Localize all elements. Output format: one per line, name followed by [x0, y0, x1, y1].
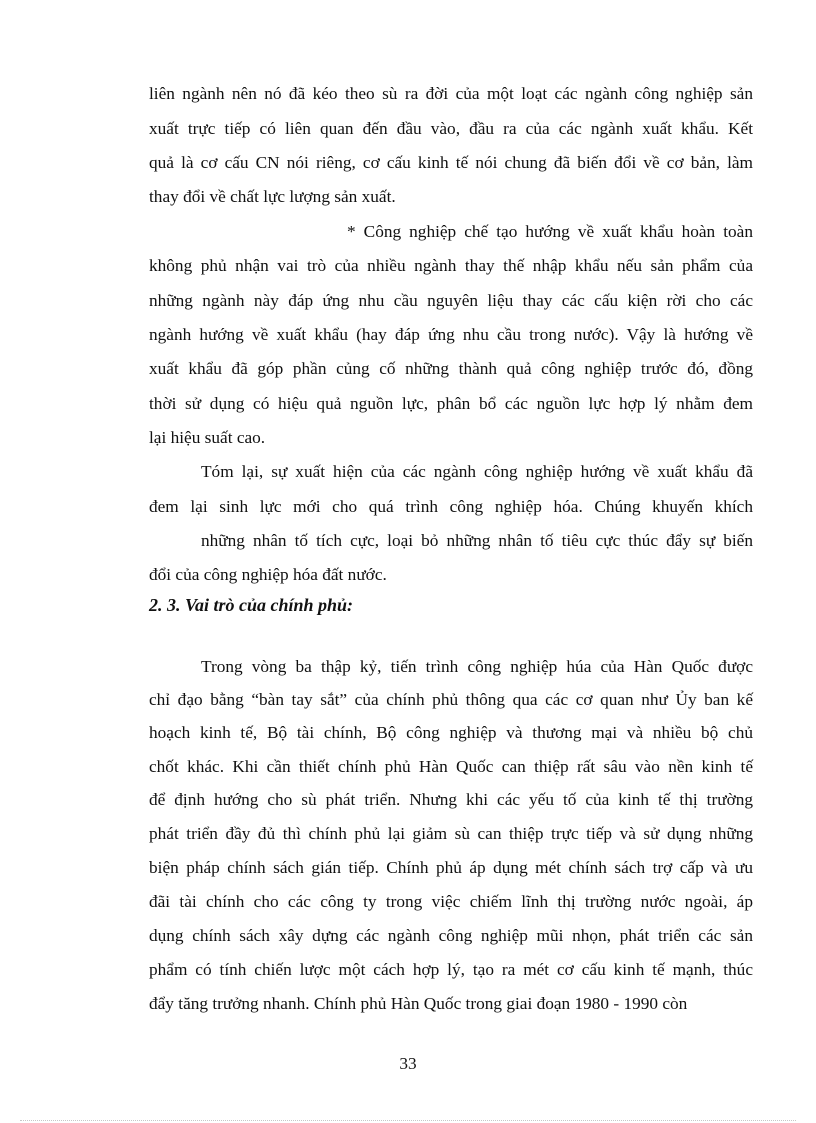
page-number: 33 — [399, 1054, 417, 1073]
paragraph-2-line-3: những ngành này đáp ứng nhu cầu nguyên liệu thay các cấu kiện rời cho các — [149, 291, 753, 310]
paragraph-4-line-7: biện pháp chính sách gián tiếp. Chính phủ áp dụng mét chính sách trợ cấp và ưu — [149, 858, 753, 877]
paragraph-2-line-5: xuất khẩu đã góp phần củng cố những thành quả công nghiệp trước đó, đồng — [149, 359, 753, 378]
paragraph-4-line-6: phát triển đầy đủ thì chính phủ lại giảm sù can thiệp trực tiếp và sử dụng những — [149, 824, 753, 843]
paragraph-2-line-2: không phủ nhận vai trò của nhiều ngành thay thế nhập khẩu nếu sản phẩm của — [149, 256, 753, 275]
paragraph-4-line-11: đẩy tăng trưởng nhanh. Chính phủ Hàn Quốc trong giai đoạn 1980 - 1990 còn — [149, 994, 688, 1013]
paragraph-2-line-7: lại hiệu suất cao. — [149, 428, 266, 447]
paragraph-3-line-3: những nhân tố tích cực, loại bỏ những nhân tố tiêu cực thúc đẩy sự biến — [201, 531, 753, 550]
paragraph-1-line-1: liên ngành nên nó đã kéo theo sù ra đời của một loạt các ngành công nghiệp sản — [149, 84, 753, 103]
paragraph-4-line-3: hoạch kinh tế, Bộ tài chính, Bộ công nghiệp và thương mại và nhiều bộ chủ — [149, 723, 753, 742]
paragraph-4-line-9: dụng chính sách xây dựng các ngành công nghiệp mũi nhọn, phát triển các sản — [149, 926, 753, 945]
paragraph-4-line-8: đãi tài chính cho các công ty trong việc chiếm lĩnh thị trường nước ngoài, áp — [149, 892, 753, 911]
paragraph-4-line-4: chốt khác. Khi cần thiết chính phủ Hàn Quốc can thiệp rất sâu vào nền kinh tế — [149, 757, 753, 776]
paragraph-4-line-2: chỉ đạo bằng “bàn tay sắt” của chính phủ thông qua các cơ quan như Ủy ban kế — [149, 690, 753, 709]
paragraph-2-line-6: thời sử dụng có hiệu quả nguồn lực, phân bổ các nguồn lực hợp lý nhằm đem — [149, 394, 753, 413]
paragraph-4-line-10: phẩm có tính chiến lược một cách hợp lý, tạo ra mét cơ cấu kinh tế mạnh, thúc — [149, 960, 753, 979]
paragraph-1-line-3: quả là cơ cấu CN nói riêng, cơ cấu kinh tế nói chung đã biến đổi về cơ bản, làm — [149, 153, 753, 172]
paragraph-2-line-4: ngành hướng về xuất khẩu (hay đáp ứng nhu cầu trong nước). Vậy là hướng về — [149, 325, 753, 344]
paragraph-1-line-2: xuất trực tiếp có liên quan đến đầu vào, đầu ra của các ngành xuất khẩu. Kết — [149, 119, 753, 138]
paragraph-3-line-4: đổi của công nghiệp hóa đất nước. — [149, 565, 387, 584]
section-heading: 2. 3. Vai trò của chính phủ: — [149, 595, 354, 615]
paragraph-2-line-1: * Công nghiệp chế tạo hướng về xuất khẩu hoàn toàn — [347, 222, 753, 241]
footer-divider — [20, 1120, 796, 1121]
paragraph-4-line-1: Trong vòng ba thập kỷ, tiến trình công nghiệp húa của Hàn Quốc được — [201, 657, 753, 676]
paragraph-4-line-5: để định hướng cho sù phát triển. Nhưng khi các yếu tố của kinh tế thị trường — [149, 790, 753, 809]
paragraph-3-line-1: Tóm lại, sự xuất hiện của các ngành công nghiệp hướng về xuất khẩu đã — [201, 462, 753, 481]
paragraph-3-line-2: đem lại sinh lực mới cho quá trình công nghiệp hóa. Chúng khuyến khích — [149, 497, 753, 516]
paragraph-1-line-4: thay đổi về chất lực lượng sản xuất. — [149, 187, 396, 206]
